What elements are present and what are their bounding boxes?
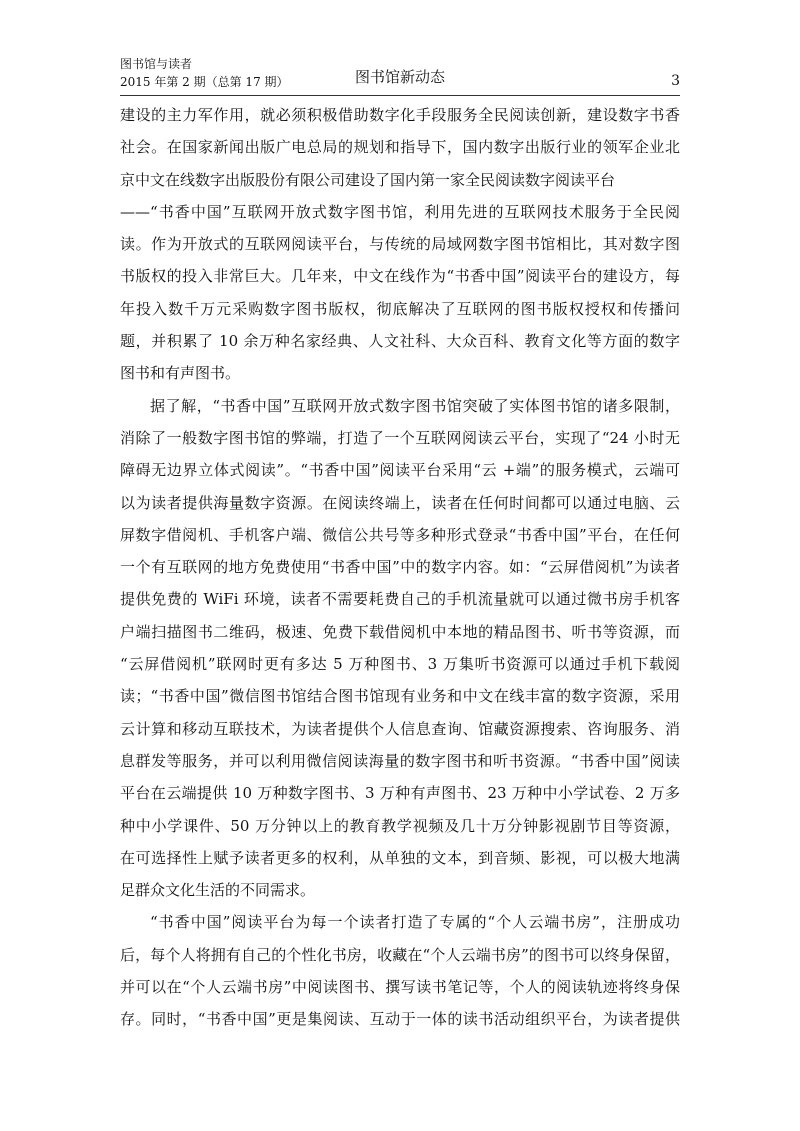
text-line: 并可以在“个人云端书房”中阅读图书、撰写读书笔记等，个人的阅读轨迹将终身保 xyxy=(120,978,680,997)
text-line: 建设的主力军作用，就必须积极借助数字化手段服务全民阅读创新，建设数字书香 xyxy=(120,106,680,124)
running-header xyxy=(120,56,680,96)
text-line: 以为读者提供海量数字资源。在阅读终端上，读者在任何时间都可以通过电脑、云 xyxy=(120,493,680,512)
header-rule xyxy=(120,95,680,96)
text-line: 读；“书香中国”微信图书馆结合图书馆现有业务和中文在线丰富的数字资源，采用 xyxy=(120,687,680,706)
text-line: 提供免费的 WiFi 环境，读者不需要耗费自己的手机流量就可以通过微书房手机客 xyxy=(120,590,680,609)
issue-info: 2015 年第 2 期（总第 17 期） xyxy=(120,75,289,89)
text-line: 在可选择性上赋予读者更多的权利，从单独的文本，到音频、影视，可以极大地满 xyxy=(120,848,680,867)
text-line: 障碍无边界立体式阅读”。“书香中国”阅读平台采用“云 +端”的服务模式，云端可 xyxy=(120,461,680,480)
text-line: 题，并积累了 10 余万种名家经典、人文社科、大众百科、教育文化等方面的数字 xyxy=(120,332,680,351)
text-line: 后，每个人将拥有自己的个性化书房，收藏在“个人云端书房”的图书可以终身保留， xyxy=(120,945,680,964)
article-body xyxy=(120,99,680,1036)
text-line: 京中文在线数字出版股份有限公司建设了国内第一家全民阅读数字阅读平台 xyxy=(120,170,616,189)
text-line: 社会。在国家新闻出版广电总局的规划和指导下，国内数字出版行业的领军企业北 xyxy=(120,138,680,157)
text-line: 户端扫描图书二维码，极速、免费下载借阅机中本地的精品图书、听书等资源，而 xyxy=(120,622,680,641)
section-title: 图书馆新动态 xyxy=(354,68,445,86)
text-line: ——“书香中国”互联网开放式数字图书馆，利用先进的互联网技术服务于全民阅 xyxy=(120,202,680,221)
text-line: 书版权的投入非常巨大。几年来，中文在线作为“书香中国”阅读平台的建设方，每 xyxy=(120,267,680,286)
text-line: 一个有互联网的地方免费使用“书香中国”中的数字内容。如：“云屏借阅机”为读者 xyxy=(120,558,680,577)
text-line: “书香中国”阅读平台为每一个读者打造了专属的“个人云端书房”，注册成功 xyxy=(150,913,680,932)
text-line: 据了解，“书香中国”互联网开放式数字图书馆突破了实体图书馆的诸多限制， xyxy=(150,396,680,415)
text-line: 种中小学课件、50 万分钟以上的教育教学视频及几十万分钟影视剧节目等资源， xyxy=(120,816,680,835)
page-number: 3 xyxy=(671,73,680,89)
text-line: 足群众文化生活的不同需求。 xyxy=(120,881,316,900)
text-line: “云屏借阅机”联网时更有多达 5 万种图书、3 万集听书资源可以通过手机下载阅 xyxy=(120,655,680,674)
text-line: 消除了一般数字图书馆的弊端，打造了一个互联网阅读云平台，实现了“24 小时无 xyxy=(120,428,680,447)
text-line: 年投入数千万元采购数字图书版权，彻底解决了互联网的图书版权授权和传播问 xyxy=(120,299,680,318)
text-line: 平台在云端提供 10 万种数字图书、3 万种有声图书、23 万种中小学试卷、2 万多 xyxy=(120,784,680,803)
text-line: 读。作为开放式的互联网阅读平台，与传统的局域网数字图书馆相比，其对数字图 xyxy=(120,235,680,254)
journal-name: 图书馆与读者 xyxy=(120,57,193,71)
text-line: 息群发等服务，并可以利用微信阅读海量的数字图书和听书资源。“书香中国”阅读 xyxy=(120,751,680,770)
text-line: 云计算和移动互联技术，为读者提供个人信息查询、馆藏资源搜索、咨询服务、消 xyxy=(120,719,680,738)
text-line: 屏数字借阅机、手机客户端、微信公共号等多种形式登录“书香中国”平台，在任何 xyxy=(120,525,680,544)
text-line: 存。同时，“书香中国”更是集阅读、互动于一体的读书活动组织平台，为读者提供 xyxy=(120,1010,680,1029)
text-line: 图书和有声图书。 xyxy=(120,364,241,383)
